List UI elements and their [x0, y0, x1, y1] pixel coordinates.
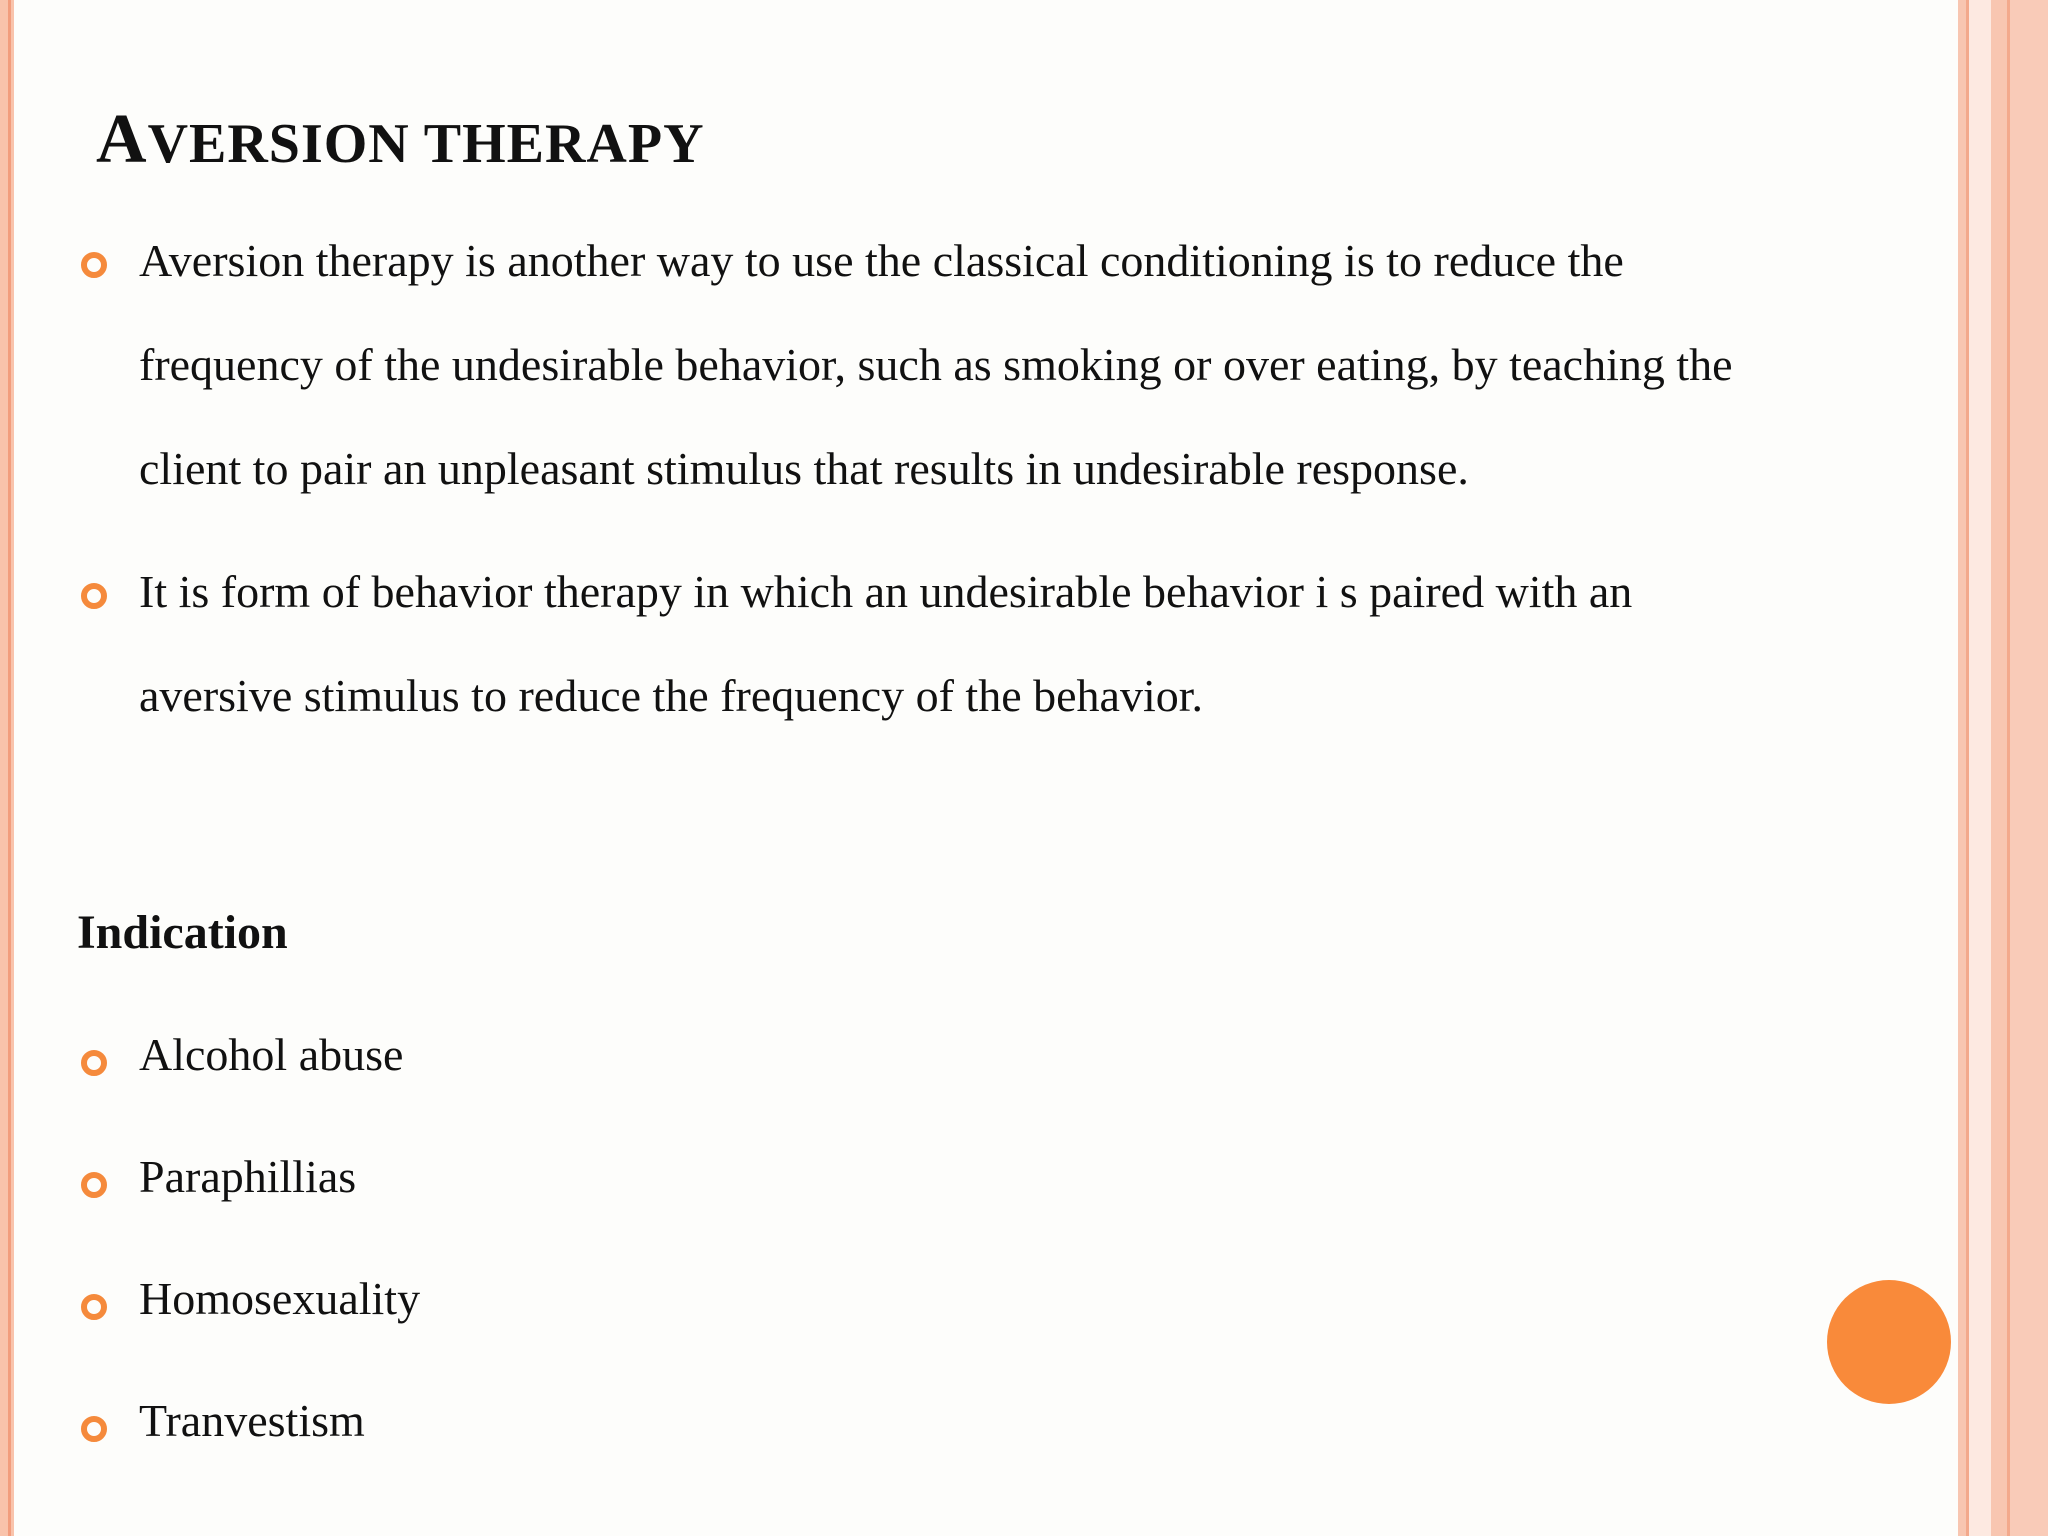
indication-item: Tranvestism: [139, 1395, 365, 1446]
bullet-ring-icon: [81, 1416, 107, 1442]
bullet-ring-icon: [81, 583, 107, 609]
bullet-ring-icon: [81, 1050, 107, 1076]
paragraph-line: aversive stimulus to reduce the frequency of the behavior.: [139, 670, 1204, 721]
indication-item: Paraphillias: [139, 1151, 357, 1202]
orange-circle-decoration: [1827, 1280, 1951, 1404]
bullet-ring-icon: [81, 1172, 107, 1198]
right-border-decoration: [1958, 0, 2048, 1536]
indication-item: Alcohol abuse: [139, 1029, 404, 1080]
paragraph-line: frequency of the undesirable behavior, such as smoking or over eating, by teaching the: [139, 339, 1733, 390]
bullet-ring-icon: [81, 1294, 107, 1320]
bullet-paragraph-1: [139, 209, 1919, 521]
title-rest: VERSION THERAPY: [147, 113, 705, 175]
indication-item: Homosexuality: [139, 1273, 421, 1324]
bullet-ring-icon: [81, 252, 107, 278]
bullet-paragraph-2: [139, 540, 1919, 748]
paragraph-line: It is form of behavior therapy in which an undesirable behavior i s paired with an: [139, 566, 1633, 617]
title-initial: A: [96, 101, 148, 178]
slide-title: [96, 100, 705, 180]
left-border-decoration: [0, 0, 14, 1536]
indication-heading: Indication: [77, 906, 288, 959]
paragraph-line: Aversion therapy is another way to use the classical conditioning is to reduce the: [139, 235, 1624, 286]
paragraph-line: client to pair an unpleasant stimulus that results in undesirable response.: [139, 443, 1469, 494]
